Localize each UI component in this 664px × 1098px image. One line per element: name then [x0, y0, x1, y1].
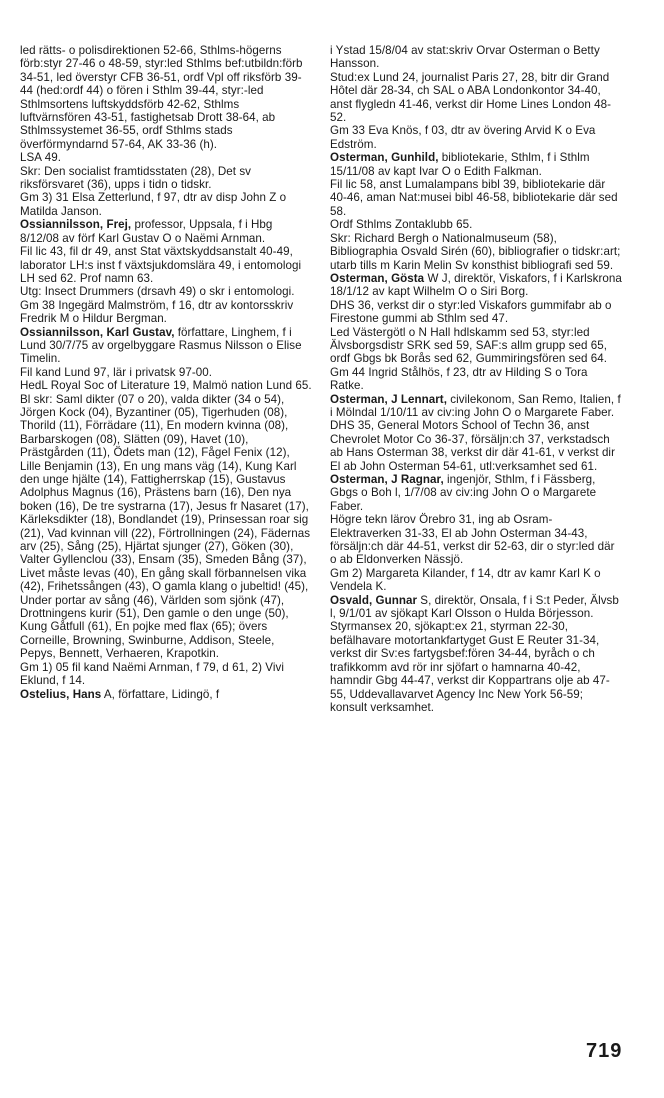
biography-entry-head: [20, 218, 312, 245]
person-name: Osterman, Gösta: [330, 271, 425, 285]
left-column: [20, 44, 312, 701]
entry-paragraph: LSA 49.: [20, 151, 61, 165]
entry-paragraph: Högre tekn lärov Örebro 31, ing ab Osram-Elektraverken 31-33, El ab John Osterman 34-43, försäljn:ch där 44-51, verkst dir 52-63, dir o styr:led där o ab Eldonverken Nässjö.: [330, 513, 615, 567]
entry-paragraph: Skr: Den socialist framtidsstaten (28), Det sv riksförsvaret (36), upps i tidn o tidskr.: [20, 164, 252, 192]
biography-entry-head: [330, 473, 622, 513]
biography-entry-head: [20, 688, 312, 701]
entry-paragraph: Ordf Sthlms Zontaklubb 65.: [330, 218, 473, 232]
entry-paragraph: Fil lic 43, fil dr 49, anst Stat växtskyddsanstalt 40-49, laborator LH:s inst f växtsjukdomslära 49, i entomologi LH sed 62. Prof namn 63.: [20, 245, 302, 285]
entry-text: A, författare, Lidingö, f: [101, 687, 220, 701]
person-name: Osterman, Gunhild,: [330, 151, 439, 165]
person-name: Osterman, J Lennart,: [330, 392, 447, 406]
person-name: Ostelius, Hans: [20, 687, 102, 701]
entry-paragraph: Fil kand Lund 97, lär i privatsk 97-00.: [20, 365, 213, 379]
entry-text: W J, direktör, Viskafors, f i Karlskrona 18/1/12 av kapt Wilhelm O o Siri Borg.: [330, 271, 622, 299]
page-number: 719: [586, 1040, 623, 1062]
entry-text: civilekonom, San Remo, Italien, f i Mölndal 1/10/11 av civ:ing John O o Margarete Faber.: [330, 392, 621, 419]
entry-paragraph: led rätts- o polisdirektionen 52-66, Sthlms-högerns förb:styr 27-46 o 48-59, styr:led Sthlms bef:utbildn:förb 34-51, led överstyr CFB 36-51, ordf Vpl off riksförb 39-44 (hed:ordf 44) o fören i Sthlm 39-44, styr:-led Sthlmsortens luftskyddsförb 42-62, Sthlms luftvärnsfören 43-51, fastighetsab Drott 38-64, ab Sthlmssystemet 36-55, ordf Sthlms stads överförmyndarnd 57-64, AK 33-36 (h).: [20, 44, 303, 151]
entry-text: ingenjör, Sthlm, f i Fässberg, Gbgs o Boh l, 1/7/08 av civ:ing John O o Margarete Faber.: [330, 473, 597, 513]
entry-paragraph: Gm 33 Eva Knös, f 03, dtr av övering Arvid K o Eva Edström.: [330, 124, 596, 151]
entry-paragraph: Utg: Insect Drummers (drsavh 49) o skr i entomologi.: [20, 285, 295, 299]
entry-text: S, direktör, Onsala, f i S:t Peder, Älvsb l, 9/1/01 av sjökapt Karl Olsson o Hulda Börjesson.: [330, 593, 619, 621]
entry-paragraph: Bl skr: Saml dikter (07 o 20), valda dikter (34 o 54), Jörgen Kock (04), Byzantiner (05), Tigerhuden (08), Thorild (11), Förrädare (11), En modern kvinna (08), Barbarskogen (08), Slätten (09), Havet (10), Prästgården (11), Ödets man (12), Fågel Fenix (12), Lille Benjamin (13), En ung mans väg (14), Kung Karl den unge hjälte (14), Fattigherrskap (15), Gustavus Adolphus Magnus (16), Prästens barn (16), Den nya boken (16), De tre systrarna (17), Jesus fr Nasaret (17), Kärleksdikter (18), Bondlandet (19), Prinsessan roar sig (21), Vad kvinnan vill (22), Förtrollningen (24), Fädernas arv (25), Sång (25), Hjärtat sjunger (27), Göken (30), Valter Gyllenclou (33), Ensam (35), Smeden Bång (37), Livet måste levas (40), En gång skall förbannelsen vika (42), Frihetssången (43), O gamla klang o jubeltid! (45), Under portar av sång (46), Världen som sjönk (47), Drottningens kurir (51), Den gamle o den unge (50), Kung Gåtfull (61), En pojke med flax (65); övers Corneille, Browning, Swinburne, Addison, Steele, Pepys, Bennett, Verhaeren, Krapotkin.: [20, 392, 311, 661]
entry-paragraph: Gm 2) Margareta Kilander, f 14, dtr av kamr Karl K o Vendela K.: [330, 566, 601, 594]
entry-text: professor, Uppsala, f i Hbg 8/12/08 av förf Karl Gustav O o Naëmi Arnman.: [20, 218, 273, 245]
entry-paragraph: Gm 1) 05 fil kand Naëmi Arnman, f 79, d 61, 2) Vivi Eklund, f 14.: [20, 660, 284, 688]
biography-entry-head: [330, 393, 622, 420]
person-name: Ossiannilsson, Karl Gustav,: [20, 325, 175, 339]
entry-text: bibliotekarie, Sthlm, f i Sthlm 15/11/08 av kapt Ivar O o Edith Falkman.: [330, 151, 590, 178]
entry-paragraph: Gm 44 Ingrid Stålhös, f 23, dtr av Hilding S o Tora Ratke.: [330, 365, 588, 393]
entry-paragraph: Gm 38 Ingegärd Malmström, f 16, dtr av kontorsskriv Fredrik M o Hildur Bergman.: [20, 298, 294, 326]
entry-paragraph: DHS 35, General Motors School of Techn 36, anst Chevrolet Motor Co 36-37, försäljn:ch 37, verkstadsch ab Hans Osterman 38, verkst dir där 41-61, v verkst dir El ab John Osterman 54-61, utl:verksamhet sed 61.: [330, 419, 615, 473]
entry-paragraph: Stud:ex Lund 24, journalist Paris 27, 28, bitr dir Grand Hôtel där 28-34, ch SAL o ABA Londonkontor 34-40, anst flygledn 41-46, verkst dir Home Lines London 48-52.: [330, 70, 612, 125]
biography-entry-head: [330, 151, 622, 178]
entry-paragraph: HedL Royal Soc of Literature 19, Malmö nation Lund 65.: [20, 379, 312, 393]
right-column: [330, 44, 622, 714]
entry-text: författare, Linghem, f i Lund 30/7/75 av orgelbyggare Rasmus Nilsson o Elise Timelin.: [20, 325, 302, 366]
person-name: Osterman, J Ragnar,: [330, 473, 444, 486]
person-name: Ossiannilsson, Frej,: [20, 218, 132, 232]
biography-entry-head: [20, 326, 312, 366]
entry-paragraph: Skr: Richard Bergh o Nationalmuseum (58), Bibliographia Osvald Sirén (60), bibliografier o tidskr:art; utarb tills m Karin Melin Sv konsthist bibliografi sed 59.: [330, 231, 621, 272]
biography-entry-head: [330, 594, 622, 621]
entry-paragraph: Gm 3) 31 Elsa Zetterlund, f 97, dtr av disp John Z o Matilda Janson.: [20, 191, 287, 218]
entry-paragraph: Fil lic 58, anst Lumalampans bibl 39, bibliotekarie där 40-46, aman Nat:musei bibl 46-58, bibliotekarie där sed 58.: [330, 178, 618, 218]
biography-entry-head: [330, 272, 622, 299]
entry-paragraph: Led Västergötl o N Hall hdlskamm sed 53, styr:led Älvsborgsdistr SRK sed 59, SAF:s allm grupp sed 65, ordf Gbgs bk Borås sed 62, Gummiringsfören sed 64.: [330, 325, 608, 366]
entry-paragraph: Styrmansex 20, sjökapt:ex 21, styrman 22-30, befälhavare motortankfartyget Gust E Reuter 31-34, verkst dir Sv:es fartygsbef:fören 34-44, byråch o ch trafikkomm avd rör inr sjöfart o hamnarna 40-42, hamndir Gbg 44-47, verkst dir Koppartrans olje ab 47-55, Uddevallavarvet Agency Inc New York 56-59; konsult verksamhet.: [330, 620, 610, 714]
entry-paragraph: i Ystad 15/8/04 av stat:skriv Orvar Osterman o Betty Hansson.: [330, 44, 600, 71]
entry-paragraph: DHS 36, verkst dir o styr:led Viskafors gummifabr ab o Firestone gummi ab Sthlm sed 47.: [330, 298, 612, 326]
person-name: Osvald, Gunnar: [330, 593, 418, 607]
